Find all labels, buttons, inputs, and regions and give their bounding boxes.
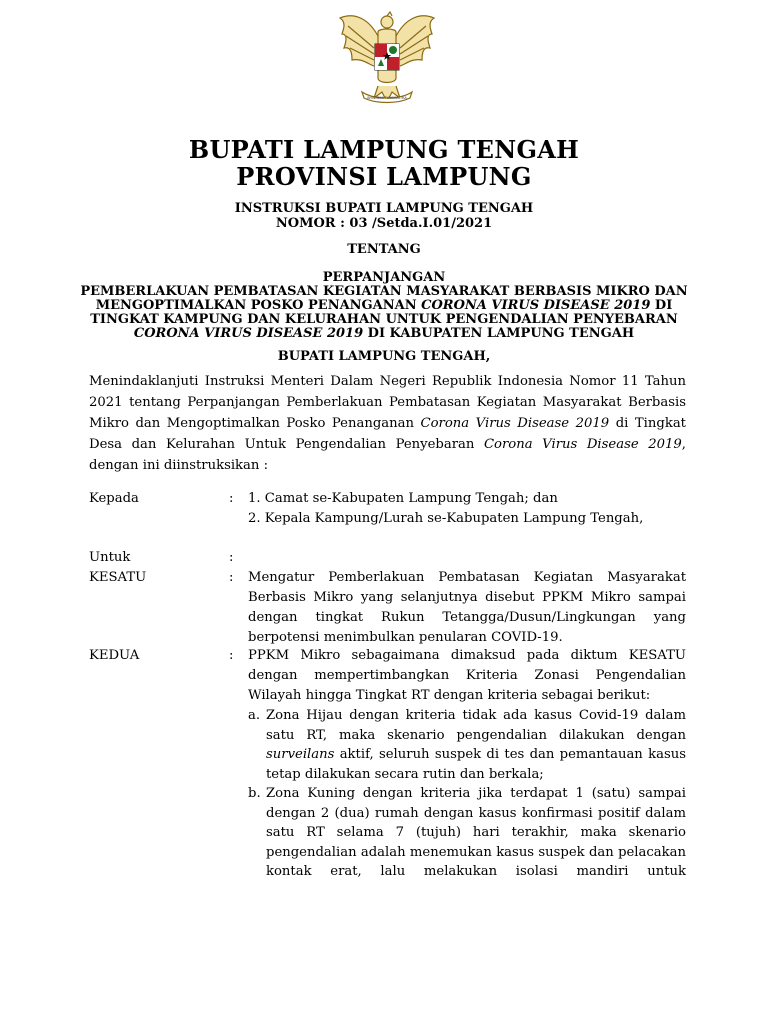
- subject-line-2-end: DI: [650, 298, 673, 313]
- intro-text-2: di Tingkat Desa dan Kelurahan Untuk Pengendalian Penyebaran: [89, 416, 686, 452]
- subject-line-3: TINGKAT KAMPUNG DAN KELURAHAN UNTUK PENGENDALIAN PENYEBARAN: [90, 312, 678, 327]
- kedua-item-a: [248, 706, 686, 784]
- subject-line-2-italic: CORONA VIRUS DISEASE 2019: [421, 298, 651, 313]
- intro-italic-2: Corona Virus Disease 2019: [483, 437, 682, 452]
- intro-italic-1: Corona Virus Disease 2019: [420, 416, 610, 431]
- subject-line-4: [40, 326, 728, 342]
- kesatu-colon: :: [229, 570, 234, 585]
- kedua-item-b: [248, 784, 686, 882]
- intro-text-1: Menindaklanjuti Instruksi Menteri Dalam Negeri Republik Indonesia Nomor 11 Tahun 2021 tentang Perpanjangan Pemberlakuan Pembatasan Kegiatan Masyarakat Berbasis Mikro dan Mengoptimalkan Posko Penanganan: [89, 374, 686, 431]
- page-title: BUPATI LAMPUNG TENGAH: [188, 135, 580, 164]
- kedua-item-a-text: [266, 706, 686, 784]
- kepada-item-1: 1. Camat se-Kabupaten Lampung Tengah; dan: [248, 491, 558, 506]
- kedua-colon: :: [229, 648, 234, 663]
- speaker-heading: BUPATI LAMPUNG TENGAH,: [277, 349, 491, 364]
- kedua-item-a-text-2: aktif, seluruh suspek di tes dan pemantauan kasus tetap dilakukan secara rutin dan berkala;: [266, 747, 686, 782]
- subject-line-4-italic: CORONA VIRUS DISEASE 2019: [133, 326, 364, 341]
- kepada-colon: :: [229, 491, 234, 506]
- garuda-crest-icon: [334, 8, 440, 112]
- untuk-colon: :: [229, 550, 234, 565]
- kedua-item-a-italic: surveilans: [266, 747, 335, 762]
- instruction-number: NOMOR : 03 /Setda.I.01/2021: [275, 216, 493, 231]
- subject-word: PERPANJANGAN: [322, 270, 446, 285]
- kedua-item-a-text-1: Zona Hijau dengan kriteria tidak ada kasus Covid-19 dalam satu RT, maka skenario pengendalian dilakukan dengan: [266, 708, 686, 743]
- subject-line-2-text: MENGOPTIMALKAN POSKO PENANGANAN: [95, 298, 422, 313]
- kedua-item-b-marker: b.: [248, 786, 261, 801]
- kedua-item-b-text: Zona Kuning dengan kriteria jika terdapat 1 (satu) sampai dengan 2 (dua) rumah dengan kasus konfirmasi positif dalam satu RT selama 7 (tujuh) hari terakhir, maka skenario pengendalian adalah menemukan kasus suspek dan pelacakan kontak erat, lalu melakukan isolasi mandiri untuk: [266, 786, 686, 879]
- kedua-text: PPKM Mikro sebagaimana dimaksud pada diktum KESATU dengan mempertimbangkan Kriteria Zonasi Pengendalian Wilayah hingga Tingkat RT dengan kriteria sebagai berikut:: [248, 648, 686, 703]
- intro-text-3: , dengan ini diinstruksikan :: [89, 437, 686, 473]
- page-subtitle: PROVINSI LAMPUNG: [236, 162, 532, 191]
- kedua-label: KEDUA: [89, 648, 140, 663]
- kesatu-label: KESATU: [89, 570, 147, 585]
- kepada-label: Kepada: [89, 491, 139, 506]
- untuk-label: Untuk: [89, 550, 131, 565]
- instruction-title: INSTRUKSI BUPATI LAMPUNG TENGAH: [234, 201, 534, 216]
- tentang-heading: TENTANG: [347, 242, 421, 257]
- subject-line-1: PEMBERLAKUAN PEMBATASAN KEGIATAN MASYARAKAT BERBASIS MIKRO DAN: [80, 284, 688, 299]
- kesatu-text: Mengatur Pemberlakuan Pembatasan Kegiatan Masyarakat Berbasis Mikro yang selanjutnya disebut PPKM Mikro sampai dengan tingkat Rukun Tetangga/Dusun/Lingkungan yang berpotensi menimbulkan penularan COVID-19.: [248, 570, 686, 645]
- kedua-item-a-marker: a.: [248, 708, 261, 723]
- intro-paragraph: [89, 371, 686, 476]
- subject-line-4-text: DI KABUPATEN LAMPUNG TENGAH: [363, 326, 635, 341]
- kepada-item-2: 2. Kepala Kampung/Lurah se-Kabupaten Lampung Tengah,: [248, 511, 644, 526]
- crest-motto: BHINNEKA TUNGGAL IKA: [367, 96, 407, 100]
